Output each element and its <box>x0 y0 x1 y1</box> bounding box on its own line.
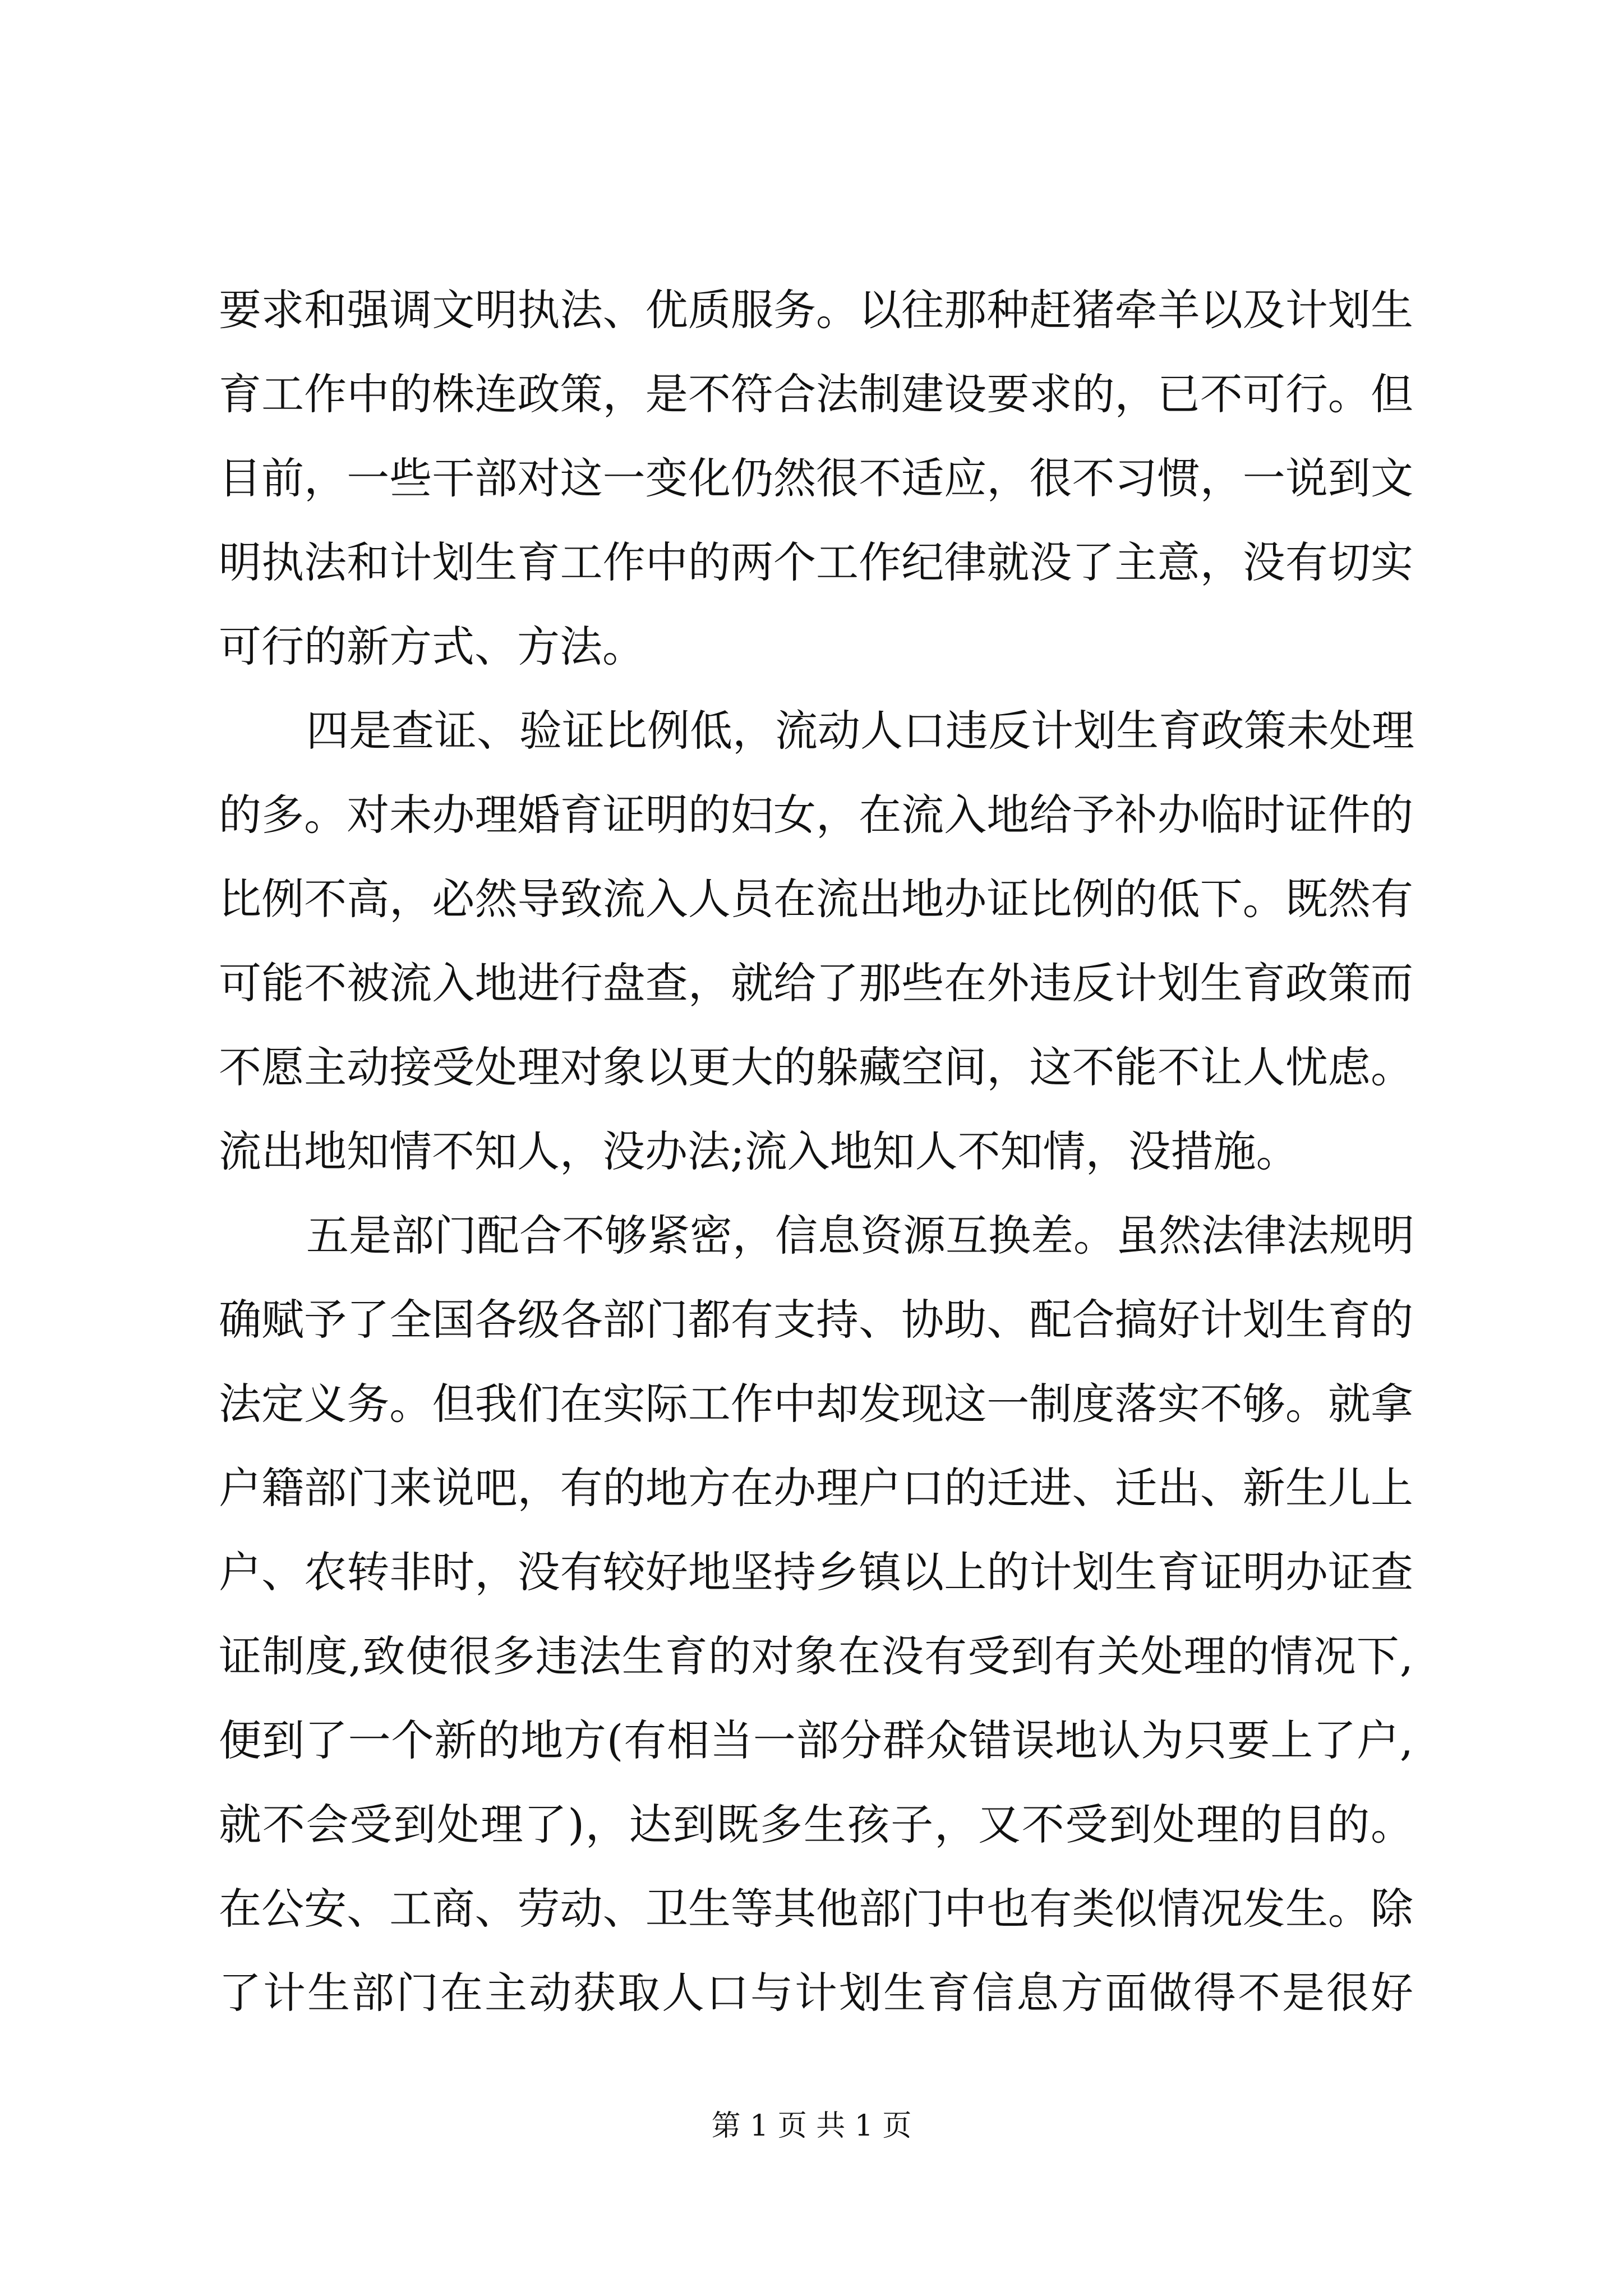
text-line: 户籍部门来说吧，有的地方在办理户口的迁进、迁出、新生儿上 <box>219 1463 1413 1513</box>
text-line: 不愿主动接受处理对象以更大的躲藏空间，这不能不让人忧虑。 <box>219 1042 1413 1092</box>
text-line: 法定义务。但我们在实际工作中却发现这一制度落实不够。就拿 <box>219 1379 1413 1429</box>
page-number-footer: 第 1 页 共 1 页 <box>711 2109 912 2143</box>
text-line: 便到了一个新的地方(有相当一部分群众错误地认为只要上了户, <box>219 1715 1413 1765</box>
text-line: 育工作中的株连政策，是不符合法制建设要求的，已不可行。但 <box>219 369 1413 419</box>
text-line: 明执法和计划生育工作中的两个工作纪律就没了主意，没有切实 <box>219 537 1413 587</box>
paragraph-start-line: 五是部门配合不够紧密，信息资源互换差。虽然法律法规明 <box>306 1211 1414 1260</box>
text-line: 的多。对未办理婚育证明的妇女，在流入地给予补办临时证件的 <box>219 790 1413 840</box>
paragraph-start-line: 四是查证、验证比例低，流动人口违反计划生育政策未处理 <box>306 706 1414 756</box>
text-line: 证制度,致使很多违法生育的对象在没有受到有关处理的情况下, <box>219 1631 1413 1681</box>
text-line: 目前，一些干部对这一变化仍然很不适应，很不习惯，一说到文 <box>219 453 1413 503</box>
text-line: 流出地知情不知人，没办法;流入地知人不知情，没措施。 <box>219 1126 1299 1176</box>
text-line: 在公安、工商、劳动、卫生等其他部门中也有类似情况发生。除 <box>219 1884 1413 1934</box>
text-line: 比例不高，必然导致流入人员在流出地办证比例的低下。既然有 <box>219 874 1413 924</box>
text-line: 要求和强调文明执法、优质服务。以往那种赶猪牵羊以及计划生 <box>219 285 1413 335</box>
text-line: 就不会受到处理了)，达到既多生孩子，又不受到处理的目的。 <box>219 1800 1413 1849</box>
text-line: 确赋予了全国各级各部门都有支持、协助、配合搞好计划生育的 <box>219 1295 1413 1345</box>
text-line: 可行的新方式、方法。 <box>219 622 645 671</box>
text-line: 了计生部门在主动获取人口与计划生育信息方面做得不是很好 <box>219 1968 1413 2018</box>
text-line: 户、农转非时，没有较好地坚持乡镇以上的计划生育证明办证查 <box>219 1547 1413 1597</box>
text-line: 可能不被流入地进行盘查，就给了那些在外违反计划生育政策而 <box>219 958 1413 1008</box>
